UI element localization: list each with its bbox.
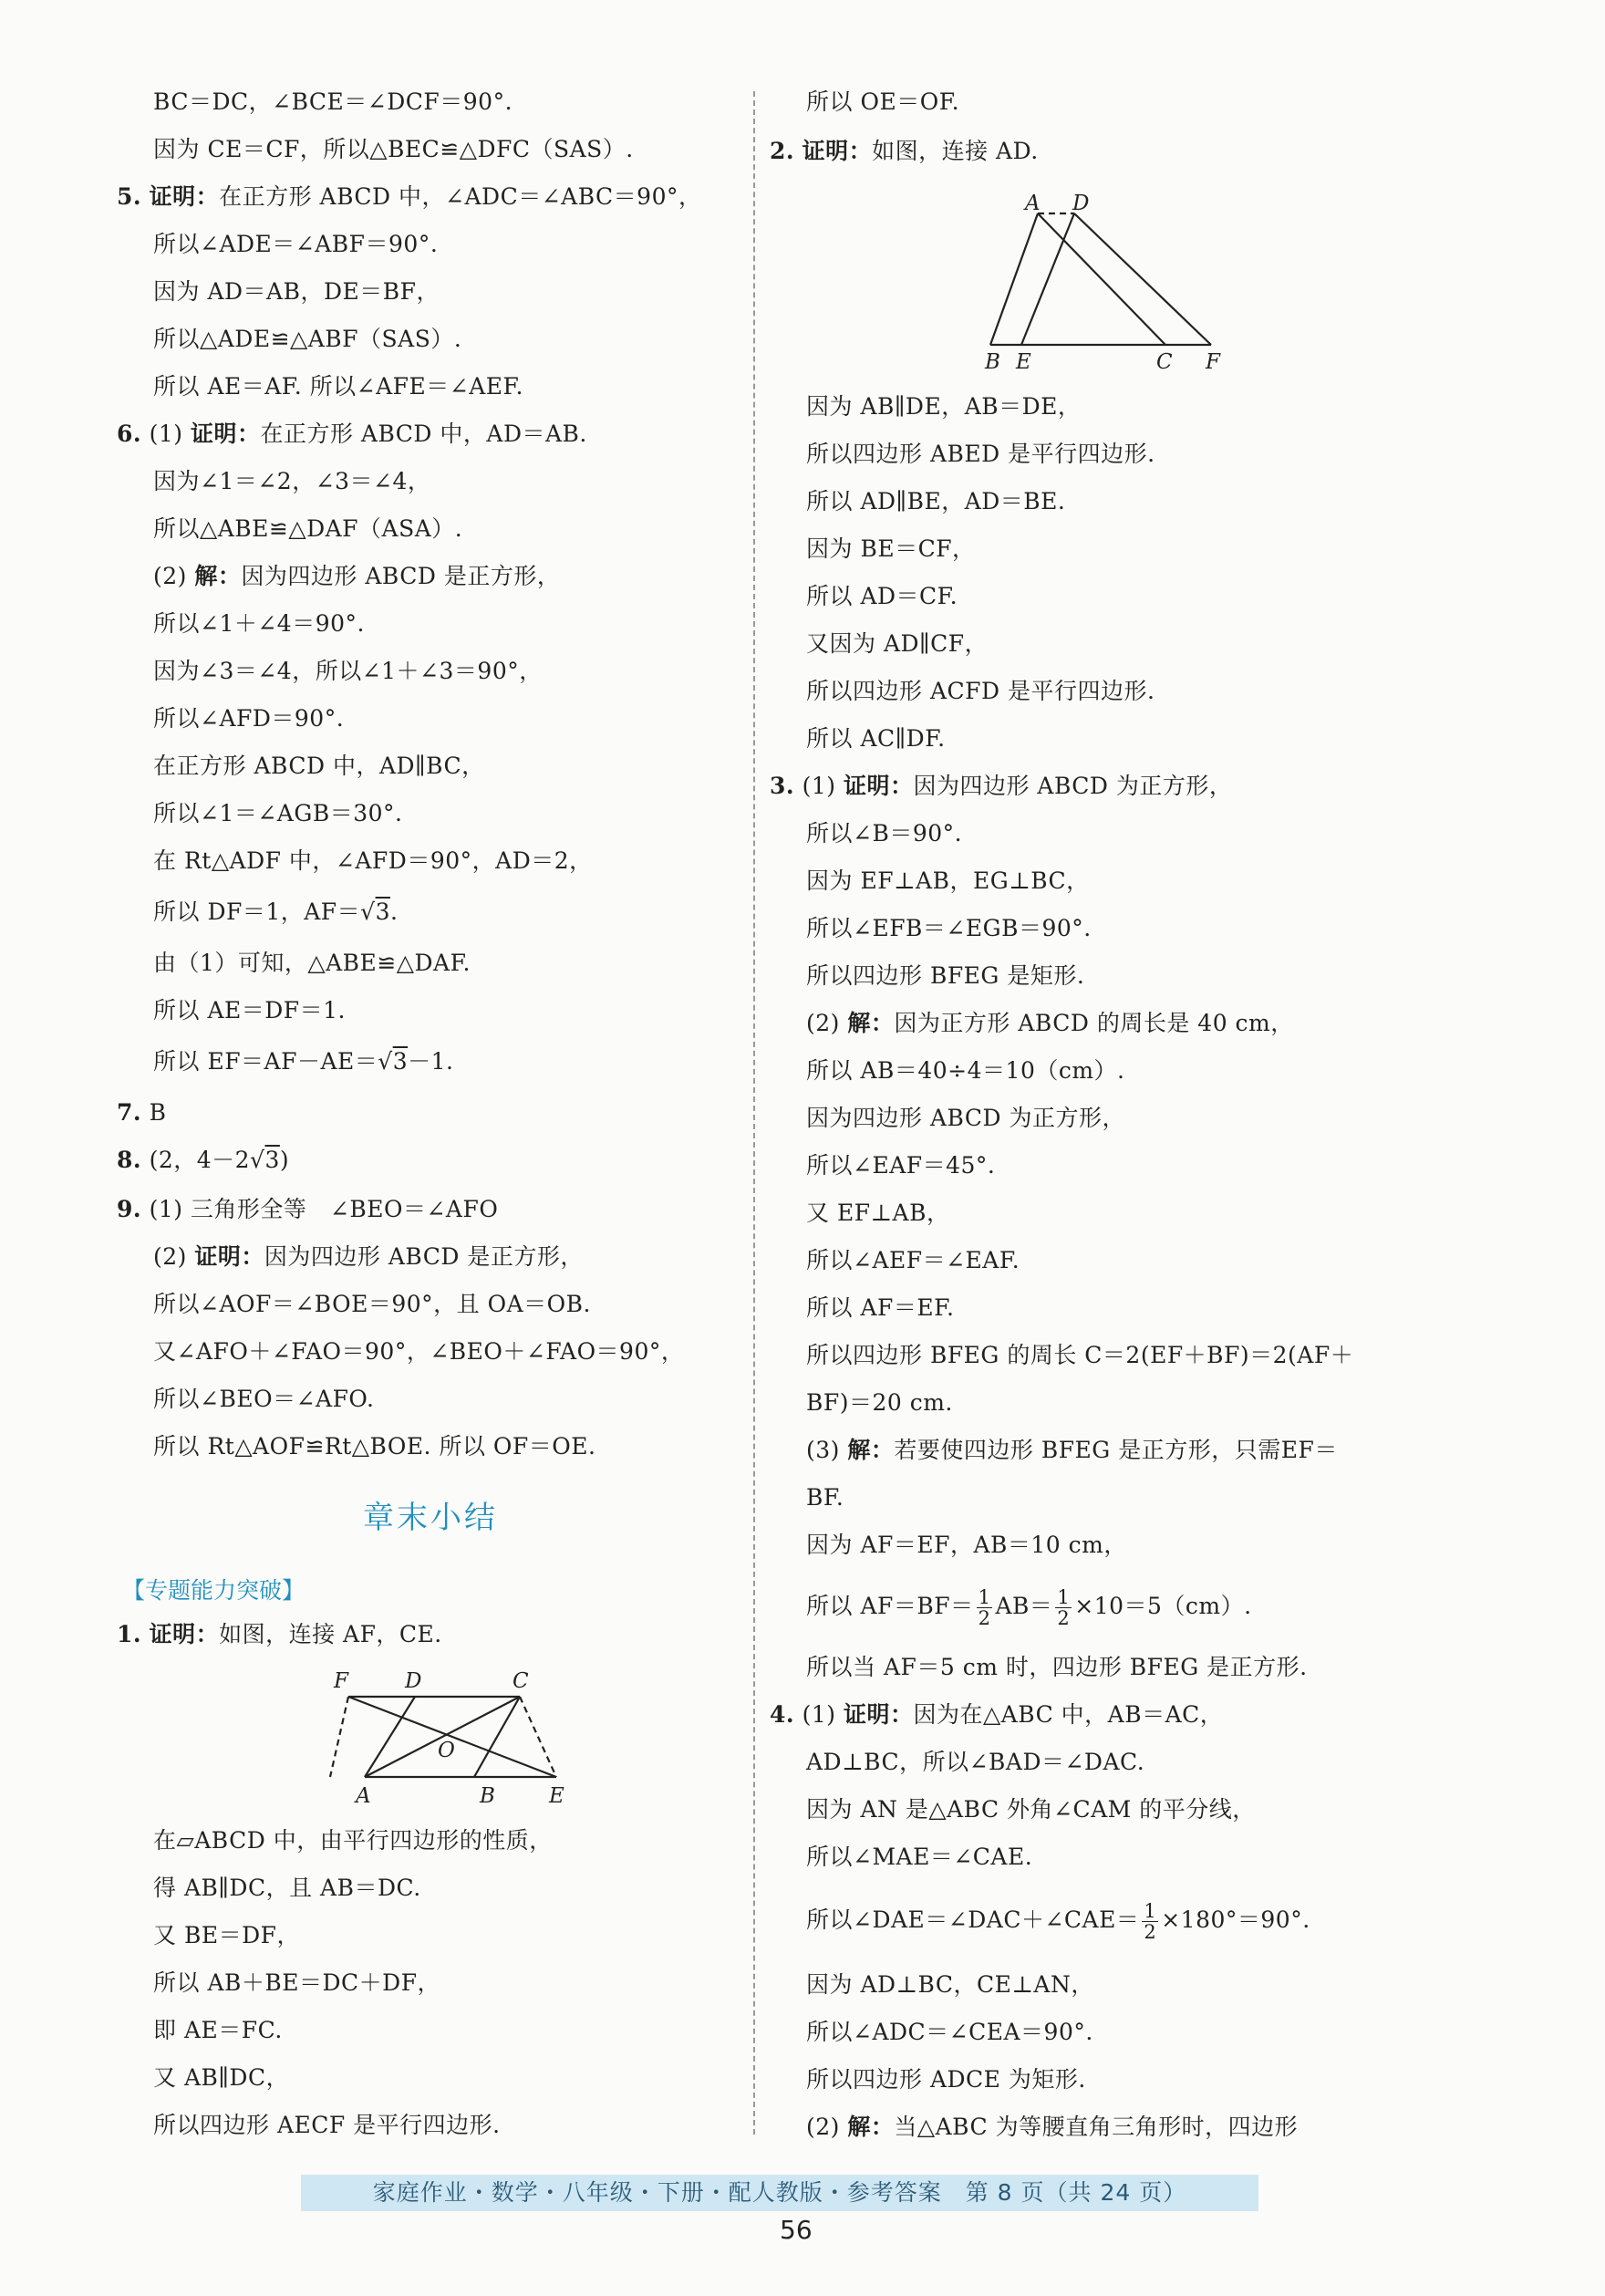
text-line: 又 BE＝DF，	[153, 1922, 300, 1948]
text-line: 因为 CE＝CF，所以△BEC≌△DFC（SAS）.	[153, 136, 634, 162]
text-line: 所以∠1＝∠AGB＝30°.	[153, 800, 403, 826]
text-line: 所以 OE＝OF.	[806, 88, 960, 115]
text-line: BC＝DC，∠BCE＝∠DCF＝90°.	[153, 88, 513, 115]
label-E: E	[549, 1784, 564, 1806]
problem-6: 6. (1) 证明：在正方形 ABCD 中，AD＝AB.	[117, 421, 587, 447]
text-line: 所以 AB＝40÷4＝10（cm）.	[806, 1057, 1125, 1084]
label-C: C	[1156, 350, 1173, 374]
problem-1: 1. 证明：如图，连接 AF，CE.	[117, 1621, 442, 1647]
label-F: F	[1206, 350, 1220, 374]
text-line: (2) 解：因为正方形 ABCD 的周长是 40 cm，	[806, 1010, 1294, 1036]
text-line: 因为 AB∥DE，AB＝DE，	[806, 393, 1082, 420]
text-line: 所以∠B＝90°.	[806, 820, 963, 847]
text-line: 所以 EF＝AF－AE＝√3－1.	[153, 1048, 454, 1075]
problem-9: 9. (1) 三角形全等 ∠BEO＝∠AFO	[117, 1196, 499, 1222]
text-line: 所以 AF＝BF＝ $\frac{1}{2}$ AB＝ $\frac{1}{2}$ ×10＝5（cm）.	[806, 1586, 1252, 1629]
page-footer: 家庭作业・数学・八年级・下册・配人教版・参考答案 第 8 页（共 24 页）	[301, 2175, 1258, 2211]
text-line: (2) 解：因为四边形 ABCD 是正方形，	[153, 563, 561, 589]
text-line: 得 AB∥DC，且 AB＝DC.	[153, 1875, 421, 1901]
text-line: (2) 证明：因为四边形 ABCD 是正方形，	[153, 1243, 584, 1270]
text-line: 在正方形 ABCD 中，AD∥BC，	[153, 753, 485, 779]
text-line: (3) 解：若要使四边形 BFEG 是正方形，只需EF＝	[806, 1437, 1338, 1463]
label-D: D	[405, 1669, 422, 1693]
text-line: 又 AB∥DC，	[153, 2064, 290, 2091]
text-line: 因为∠1＝∠2，∠3＝∠4，	[153, 468, 431, 494]
text-line: 所以∠ADE＝∠ABF＝90°.	[153, 231, 439, 257]
trapezoid-figure	[983, 182, 1229, 374]
text-line: 因为 EF⊥AB，EG⊥BC，	[806, 867, 1090, 894]
text-line: 因为 AD＝AB，DE＝BF，	[153, 278, 440, 305]
problem-4: 4. (1) 证明：因为在△ABC 中，AB＝AC，	[770, 1701, 1224, 1728]
text-line: 所以∠ADC＝∠CEA＝90°.	[806, 2019, 1093, 2045]
text-line: 所以∠DAE＝∠DAC＋∠CAE＝ $\frac{1}{2}$ ×180°＝90°.	[806, 1900, 1310, 1943]
text-line: (2) 解：当△ABC 为等腰直角三角形时，四边形	[806, 2114, 1299, 2140]
text-line: 所以 AE＝DF＝1.	[153, 997, 346, 1023]
text-line: 所以∠MAE＝∠CAE.	[806, 1844, 1033, 1870]
parallelogram-figure	[328, 1660, 584, 1806]
section-heading: 章末小结	[363, 1500, 498, 1536]
page-number: 56	[780, 2215, 813, 2245]
label-F: F	[334, 1669, 348, 1693]
text-line: 所以四边形 ACFD 是平行四边形.	[806, 678, 1155, 704]
text-line: 所以△ADE≌△ABF（SAS）.	[153, 326, 462, 352]
text-line: 所以∠EFB＝∠EGB＝90°.	[806, 915, 1092, 941]
text-line: 在▱ABCD 中，由平行四边形的性质，	[153, 1827, 553, 1854]
text-line: 所以∠AEF＝∠EAF.	[806, 1247, 1020, 1273]
text-line: 所以 AD＝CF.	[806, 583, 958, 609]
problem-8: 8. (2，4－2√3)	[117, 1147, 290, 1173]
problem-5: 5. 证明：在正方形 ABCD 中，∠ADC＝∠ABC＝90°，	[117, 183, 702, 210]
text-line: 因为 AD⊥BC，CE⊥AN，	[806, 1971, 1094, 1998]
text-line: 因为 AN 是△ABC 外角∠CAM 的平分线，	[806, 1796, 1256, 1823]
text-line: BF.	[806, 1484, 844, 1511]
label-A: A	[1025, 192, 1041, 215]
text-line: 所以四边形 ABED 是平行四边形.	[806, 441, 1155, 467]
text-line: 所以 AC∥DF.	[806, 725, 946, 752]
text-line: 因为∠3＝∠4，所以∠1＋∠3＝90°，	[153, 658, 543, 684]
text-line: 所以∠1＋∠4＝90°.	[153, 610, 365, 637]
text-line: 所以 AD∥BE，AD＝BE.	[806, 488, 1066, 514]
text-line: 又 EF⊥AB，	[806, 1200, 950, 1226]
text-line: 因为 AF＝EF，AB＝10 cm，	[806, 1532, 1127, 1558]
problem-3: 3. (1) 证明：因为四边形 ABCD 为正方形，	[770, 773, 1233, 799]
problem-7: 7. B	[117, 1099, 167, 1126]
label-C: C	[513, 1669, 529, 1693]
text-line: 所以 AB＋BE＝DC＋DF，	[153, 1969, 441, 1996]
label-O: O	[438, 1739, 455, 1762]
label-E: E	[1016, 350, 1031, 374]
text-line: 在 Rt△ADF 中，∠AFD＝90°，AD＝2，	[153, 847, 593, 874]
text-line: 所以△ABE≌△DAF（ASA）.	[153, 515, 463, 542]
text-line: AD⊥BC，所以∠BAD＝∠DAC.	[806, 1749, 1145, 1775]
text-line: 所以 DF＝1，AF＝√3.	[153, 899, 399, 925]
problem-2: 2. 证明：如图，连接 AD.	[770, 138, 1039, 164]
text-line: 所以 AF＝EF.	[806, 1294, 955, 1321]
text-line: 所以 AE＝AF. 所以∠AFE＝∠AEF.	[153, 373, 523, 400]
section-tag: 【专题能力突破】	[122, 1577, 305, 1604]
text-line: 所以 Rt△AOF≌Rt△BOE. 所以 OF＝OE.	[153, 1433, 596, 1460]
label-B: B	[480, 1784, 495, 1806]
text-line: 由（1）可知，△ABE≌△DAF.	[153, 950, 471, 976]
text-line: 所以∠BEO＝∠AFO.	[153, 1386, 375, 1412]
text-line: 所以∠AFD＝90°.	[153, 705, 345, 732]
text-line: 又因为 AD∥CF，	[806, 630, 989, 657]
text-line: 所以∠EAF＝45°.	[806, 1152, 996, 1179]
label-D: D	[1072, 192, 1090, 215]
text-line: 所以四边形 ADCE 为矩形.	[806, 2066, 1086, 2093]
column-divider	[753, 91, 755, 2135]
text-line: 因为四边形 ABCD 为正方形，	[806, 1105, 1125, 1131]
text-line: 所以∠AOF＝∠BOE＝90°，且 OA＝OB.	[153, 1291, 591, 1317]
text-line: BF)＝20 cm.	[806, 1389, 953, 1416]
text-line: 所以当 AF＝5 cm 时，四边形 BFEG 是正方形.	[806, 1654, 1308, 1680]
text-line: 所以四边形 BFEG 的周长 C＝2(EF＋BF)＝2(AF＋	[806, 1342, 1354, 1368]
text-line: 即 AE＝FC.	[153, 2017, 283, 2043]
label-B: B	[985, 350, 1000, 374]
text-line: 所以四边形 AECF 是平行四边形.	[153, 2112, 501, 2138]
text-line: 所以四边形 BFEG 是矩形.	[806, 962, 1085, 989]
text-line: 又∠AFO＋∠FAO＝90°，∠BEO＋∠FAO＝90°，	[153, 1338, 685, 1365]
text-line: 因为 BE＝CF，	[806, 535, 976, 562]
label-A: A	[356, 1784, 371, 1806]
